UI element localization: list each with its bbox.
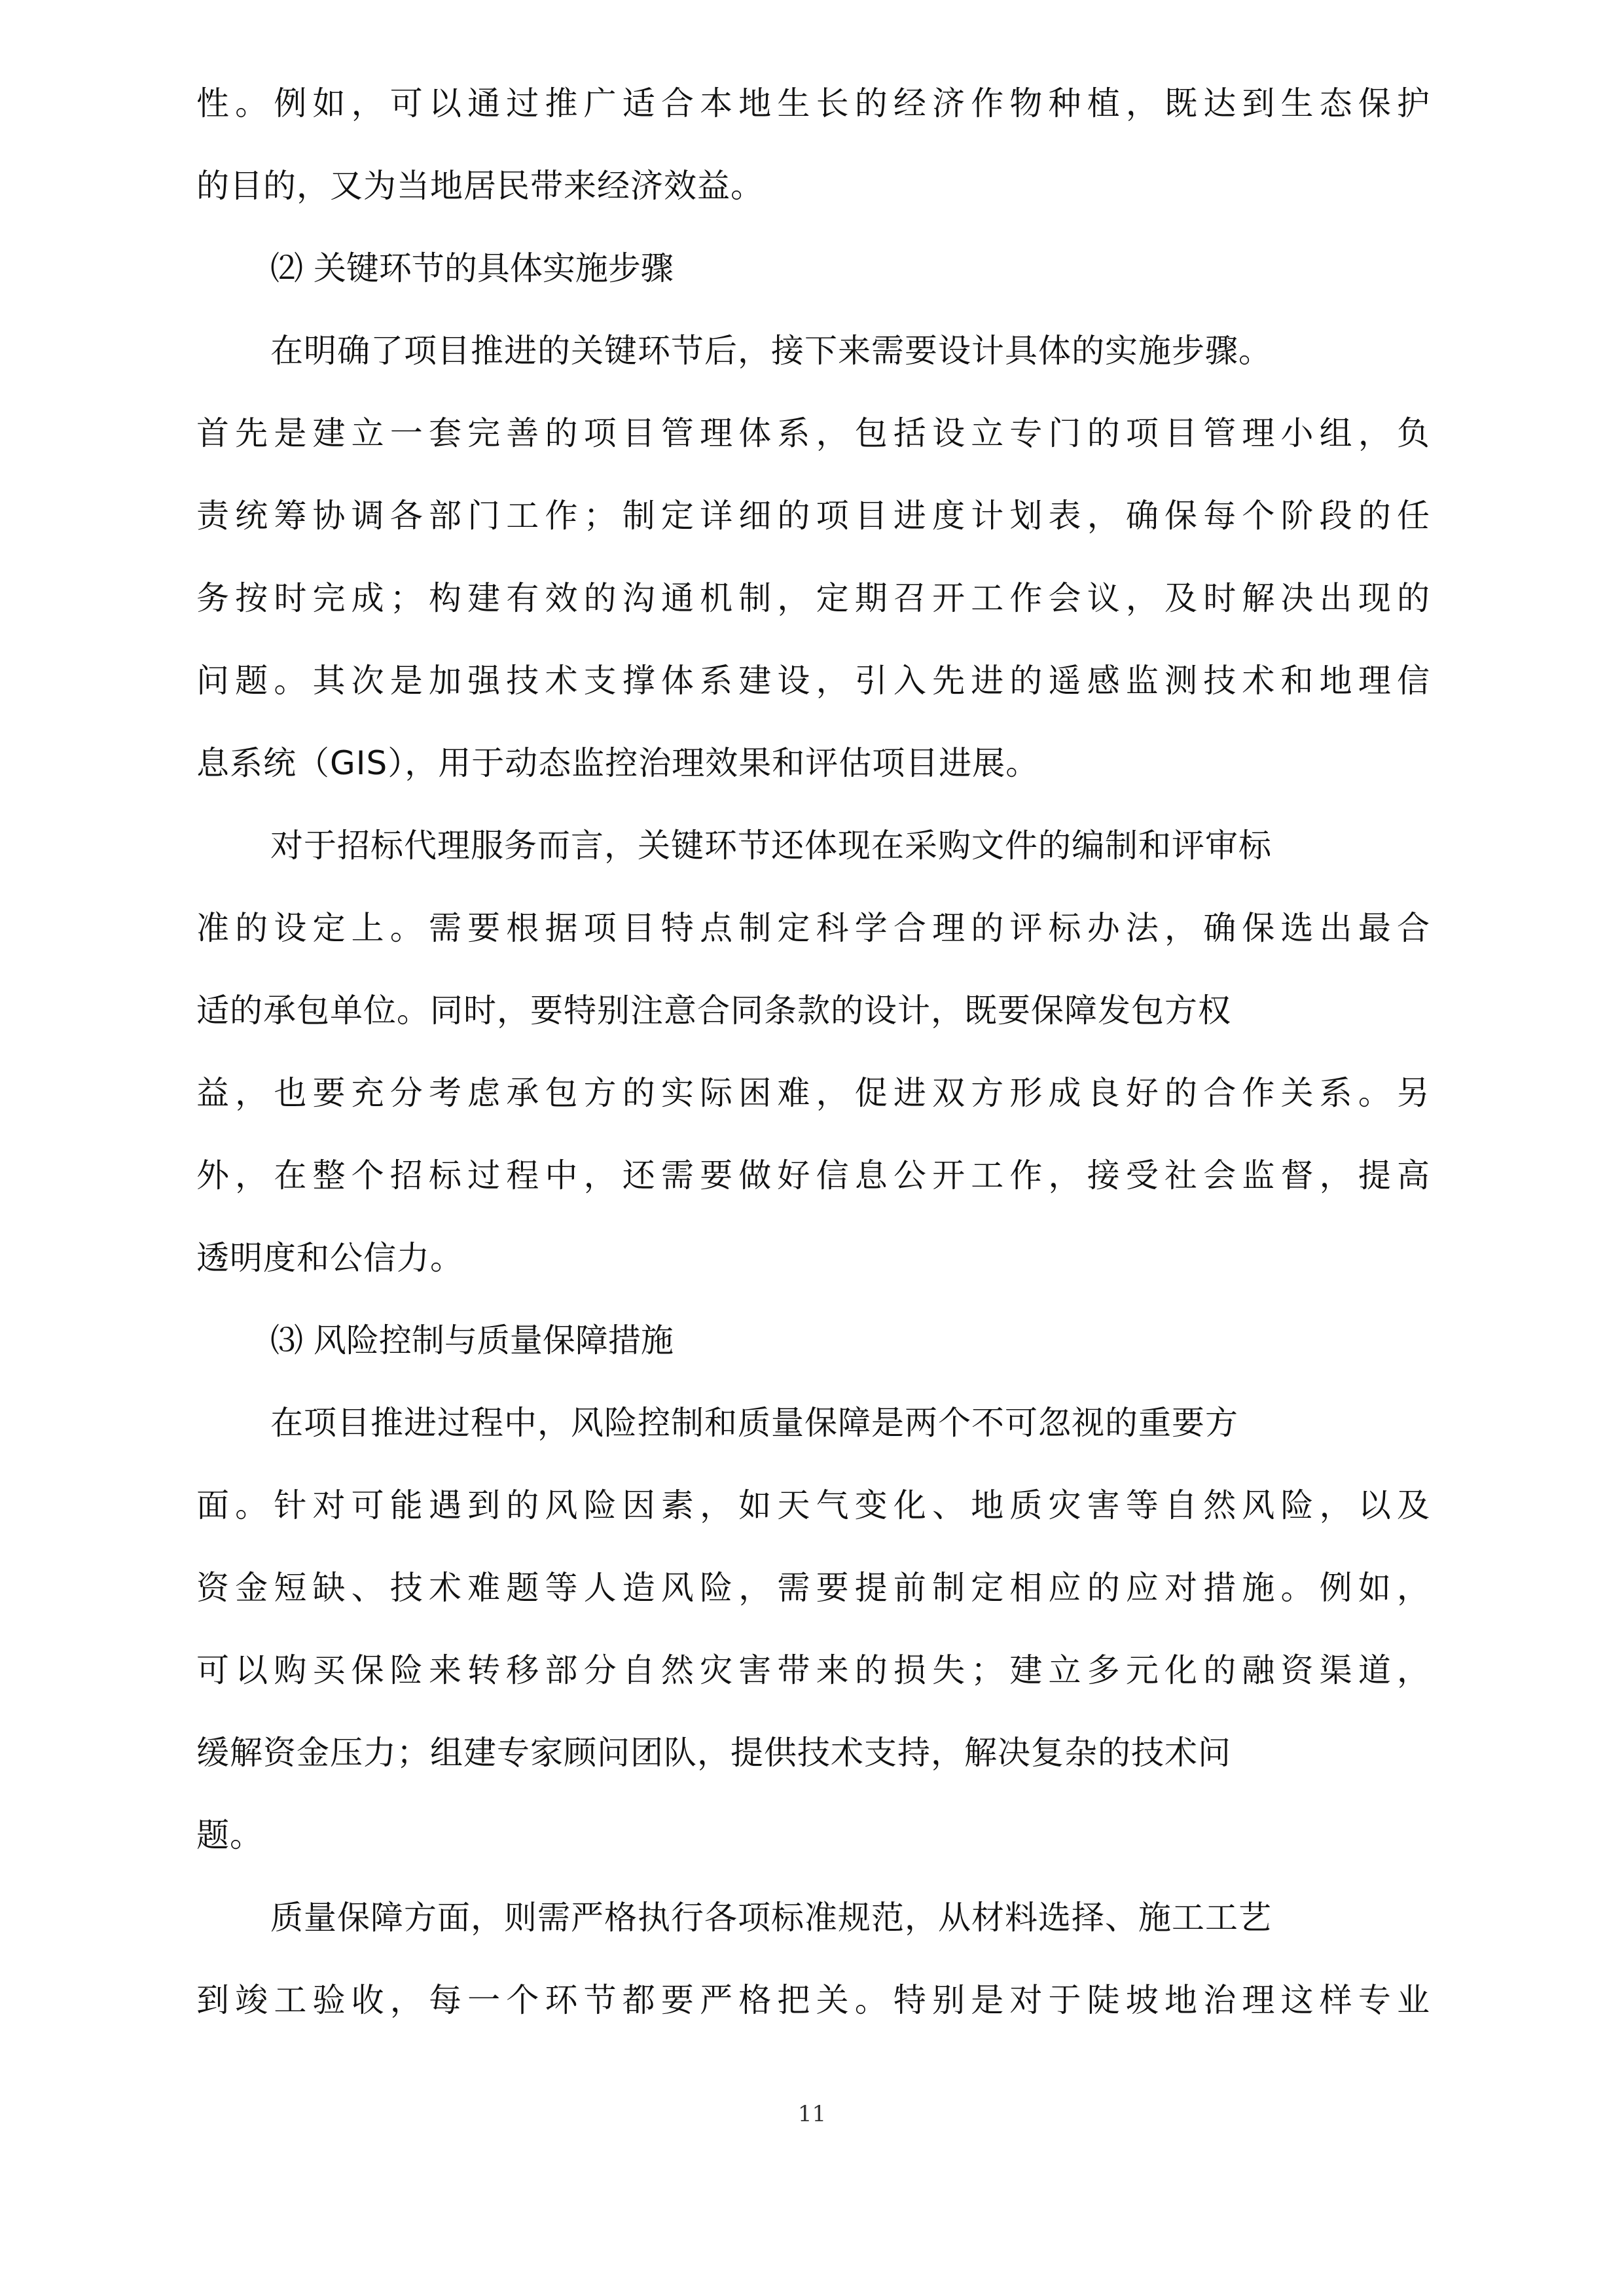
text-line: 责统筹协调各部门工作；制定详细的项目进度计划表，确保每个阶段的任: [196, 497, 1430, 535]
text-line: 质量保障方面，则需严格执行各项标准规范，从材料选择、施工工艺: [270, 1899, 1272, 1937]
section-heading: ⑵ 关键环节的具体实施步骤: [270, 249, 674, 287]
text-line: 外，在整个招标过程中，还需要做好信息公开工作，接受社会监督，提高: [196, 1157, 1430, 1194]
text-line: 面。针对可能遇到的风险因素，如天气变化、地质灾害等自然风险，以及: [196, 1486, 1430, 1524]
document-body: [196, 62, 1430, 2041]
text-line: 益，也要充分考虑承包方的实际困难，促进双方形成良好的合作关系。另: [196, 1074, 1430, 1112]
text-line: 的目的，又为当地居民带来经济效益。: [196, 167, 764, 205]
text-line: 到竣工验收，每一个环节都要严格把关。特别是对于陡坡地治理这样专业: [196, 1981, 1430, 2019]
text-line: 题。: [196, 1816, 263, 1854]
text-line: 在明确了项目推进的关键环节后，接下来需要设计具体的实施步骤。: [270, 332, 1272, 370]
text-line: 在项目推进过程中，风险控制和质量保障是两个不可忽视的重要方: [270, 1404, 1238, 1442]
text-line: 透明度和公信力。: [196, 1239, 463, 1277]
text-line: 缓解资金压力；组建专家顾问团队，提供技术支持，解决复杂的技术问: [196, 1734, 1231, 1772]
text-line: 资金短缺、技术难题等人造风险，需要提前制定相应的应对措施。例如，: [196, 1569, 1430, 1607]
page-number: 11: [797, 2101, 827, 2127]
text-line: 息系统（GIS），用于动态监控治理效果和评估项目进展。: [196, 744, 1039, 782]
text-line: 问题。其次是加强技术支撑体系建设，引入先进的遥感监测技术和地理信: [196, 662, 1430, 700]
text-line: 务按时完成；构建有效的沟通机制，定期召开工作会议，及时解决出现的: [196, 579, 1430, 617]
text-line: 首先是建立一套完善的项目管理体系，包括设立专门的项目管理小组，负: [196, 414, 1430, 452]
text-line: 对于招标代理服务而言，关键环节还体现在采购文件的编制和评审标: [270, 827, 1272, 865]
section-heading: ⑶ 风险控制与质量保障措施: [270, 1321, 674, 1359]
text-line: 适的承包单位。同时，要特别注意合同条款的设计，既要保障发包方权: [196, 992, 1231, 1030]
text-line: 性。例如，可以通过推广适合本地生长的经济作物种植，既达到生态保护: [196, 84, 1430, 122]
text-line: 可以购买保险来转移部分自然灾害带来的损失；建立多元化的融资渠道，: [196, 1651, 1430, 1689]
text-line: 准的设定上。需要根据项目特点制定科学合理的评标办法，确保选出最合: [196, 909, 1430, 947]
